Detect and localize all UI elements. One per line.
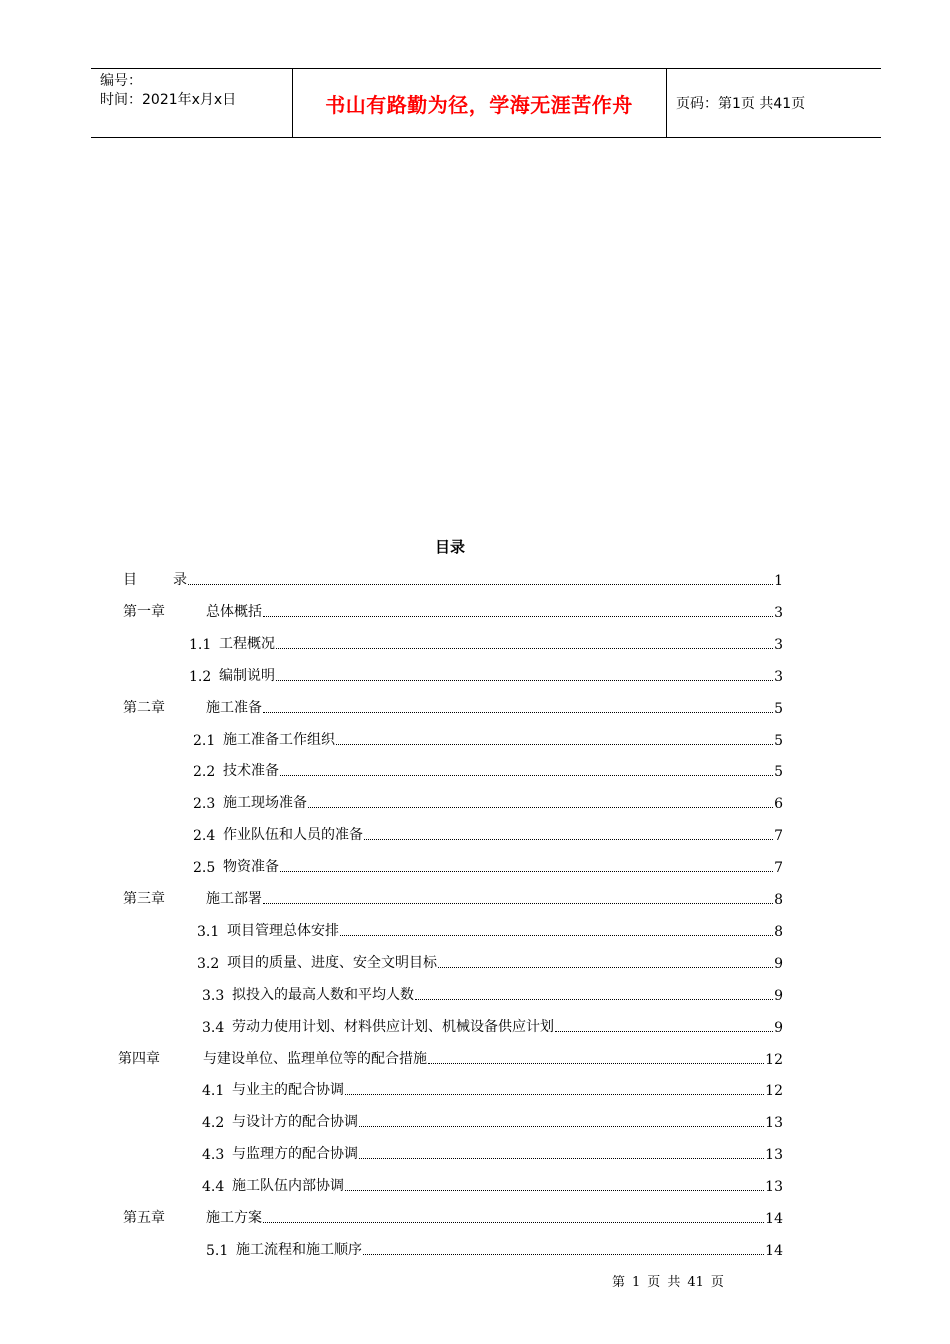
footer-word: 共: [667, 1275, 681, 1290]
toc-entry-title: 施工准备工作组织: [223, 731, 335, 748]
toc-entry-title: 物资准备: [223, 859, 279, 876]
toc-entry-title: 录: [173, 572, 187, 588]
page-footer: [612, 1271, 731, 1290]
toc-entry-page: 8: [774, 923, 783, 940]
toc-entry-title: 施工流程和施工顺序: [236, 1241, 362, 1258]
toc-leader-dots: [359, 1156, 764, 1159]
toc-heading: 目录: [434, 538, 465, 556]
code-label: 编号：: [100, 73, 142, 89]
toc-entry-title: 工程概况: [219, 635, 275, 652]
toc-entry-page: 7: [774, 828, 783, 845]
toc-leader-dots: [428, 1061, 764, 1064]
toc-entry-title: 与业主的配合协调: [232, 1082, 344, 1099]
toc-entry-page: 14: [765, 1211, 783, 1227]
toc-entry-number: 第四章: [118, 1050, 160, 1067]
toc-entry-page: 6: [774, 796, 783, 813]
toc-leader-dots: [188, 582, 773, 585]
toc-entry-page: 13: [765, 1179, 783, 1196]
toc-entry: [193, 758, 783, 780]
toc-leader-dots: [415, 997, 773, 1000]
toc-entry-number: 1.1: [189, 636, 212, 653]
toc-entry: [189, 663, 783, 685]
toc-entry-title: 施工现场准备: [223, 795, 307, 812]
toc-entry-number: 4.3: [202, 1147, 225, 1164]
toc-entry: [193, 822, 783, 844]
toc-entry-page: 9: [774, 987, 783, 1004]
toc-leader-dots: [276, 678, 773, 681]
toc-leader-dots: [308, 805, 773, 808]
toc-entry: [197, 918, 783, 940]
toc-entry-page: 5: [774, 732, 783, 749]
toc-entry: [202, 982, 783, 1004]
toc-entry-number: 3.2: [197, 955, 220, 972]
toc-entry-title: 施工部署: [206, 891, 262, 907]
footer-word: 第: [612, 1275, 626, 1290]
toc-entry: [189, 631, 783, 653]
toc-entry-number: 3.3: [202, 987, 225, 1004]
footer-word: 页: [710, 1275, 724, 1290]
toc-entry-number: 第三章: [123, 891, 165, 907]
toc-entry-title: 总体概括: [206, 603, 262, 620]
header-divider: [666, 69, 667, 137]
header-motto: 书山有路勤为径，学海无涯苦作舟: [325, 92, 633, 117]
toc-entry-page: 1: [774, 573, 783, 589]
toc-leader-dots: [364, 837, 773, 840]
toc-entry: [206, 1237, 783, 1259]
toc-entry-page: 9: [774, 1019, 783, 1036]
toc-entry-number: 2.4: [193, 828, 216, 845]
toc-entry: [193, 727, 783, 749]
toc-entry: [193, 854, 783, 876]
toc-entry: [123, 599, 783, 621]
toc-entry-page: 5: [774, 764, 783, 781]
toc-entry-page: 12: [765, 1051, 783, 1068]
toc-entry-number: 4.2: [202, 1115, 225, 1132]
toc-entry-title: 与监理方的配合协调: [232, 1146, 358, 1163]
toc-leader-dots: [359, 1124, 764, 1127]
toc-entry: [202, 1109, 783, 1131]
toc-entry-page: 8: [774, 892, 783, 908]
toc-entry-title: 编制说明: [219, 667, 275, 684]
toc-entry-number: 2.3: [193, 796, 216, 813]
toc-entry-title: 施工方案: [206, 1210, 262, 1226]
toc-entry-number: 5.1: [206, 1242, 229, 1259]
toc-entry-page: 13: [765, 1115, 783, 1132]
toc-entry-title: 拟投入的最高人数和平均人数: [232, 986, 414, 1003]
toc-entry-page: 13: [765, 1147, 783, 1164]
toc-entry: [202, 1077, 783, 1099]
toc-entry-title: 作业队伍和人员的准备: [223, 827, 363, 844]
date-label: 时间：2021年x月x日: [100, 92, 237, 108]
toc-leader-dots: [345, 1188, 764, 1191]
toc-entry-number: 4.4: [202, 1179, 225, 1196]
page-header: [91, 68, 881, 138]
toc-entry-page: 12: [765, 1083, 783, 1100]
toc-entry-page: 3: [774, 636, 783, 653]
toc-leader-dots: [263, 901, 773, 904]
toc-entry-page: 9: [774, 955, 783, 972]
toc-leader-dots: [263, 1220, 764, 1223]
toc-entry-title: 与建设单位、监理单位等的配合措施: [203, 1050, 427, 1067]
toc-leader-dots: [345, 1092, 764, 1095]
toc-entry-page: 5: [774, 700, 783, 717]
toc-entry-number: 2.5: [193, 860, 216, 877]
toc-entry-title: 技术准备: [223, 763, 279, 780]
toc-entry-number: 目: [123, 572, 137, 588]
toc-entry-page: 7: [774, 860, 783, 877]
toc-leader-dots: [340, 933, 773, 936]
toc-entry-title: 劳动力使用计划、材料供应计划、机械设备供应计划: [232, 1018, 554, 1035]
toc-entry-page: 3: [774, 604, 783, 621]
toc-entry-number: 3.4: [202, 1019, 225, 1036]
toc-entry-number: 4.1: [202, 1083, 225, 1100]
toc-entry-number: 1.2: [189, 668, 212, 685]
toc-entry-page: 3: [774, 668, 783, 685]
toc-entry: [123, 1205, 783, 1227]
toc-entry: [202, 1141, 783, 1163]
toc-leader-dots: [276, 646, 773, 649]
toc-entry-number: 2.1: [193, 732, 216, 749]
toc-entry: [197, 950, 783, 972]
toc-leader-dots: [438, 965, 773, 968]
footer-page-number: 1: [632, 1275, 641, 1290]
toc-leader-dots: [280, 869, 773, 872]
toc-entry-title: 项目管理总体安排: [227, 922, 339, 939]
toc-entry-page: 14: [765, 1242, 783, 1259]
toc-leader-dots: [280, 773, 773, 776]
toc-entry: [123, 567, 783, 589]
toc-entry-number: 第二章: [123, 699, 165, 716]
toc-leader-dots: [363, 1252, 764, 1255]
toc-entry-title: 施工队伍内部协调: [232, 1178, 344, 1195]
toc-leader-dots: [263, 710, 773, 713]
toc-entry-number: 3.1: [197, 923, 220, 940]
toc-leader-dots: [263, 614, 773, 617]
toc-entry: [118, 1046, 783, 1068]
footer-total-pages: 41: [687, 1275, 704, 1290]
toc-entry-number: 第五章: [123, 1210, 165, 1226]
toc-entry-number: 2.2: [193, 764, 216, 781]
header-page-info: 页码：第1页 共41页: [676, 96, 806, 112]
toc-entry-number: 第一章: [123, 603, 165, 620]
toc-leader-dots: [555, 1029, 773, 1032]
toc-leader-dots: [336, 742, 773, 745]
toc-entry: [193, 790, 783, 812]
toc-entry-title: 与设计方的配合协调: [232, 1114, 358, 1131]
toc-entry: [202, 1014, 783, 1036]
toc-entry: [123, 695, 783, 717]
toc-entry: [123, 886, 783, 908]
toc-entry-title: 施工准备: [206, 699, 262, 716]
toc-entry-title: 项目的质量、进度、安全文明目标: [227, 954, 437, 971]
toc-entry: [202, 1173, 783, 1195]
footer-word: 页: [647, 1275, 661, 1290]
header-info: [100, 72, 236, 110]
